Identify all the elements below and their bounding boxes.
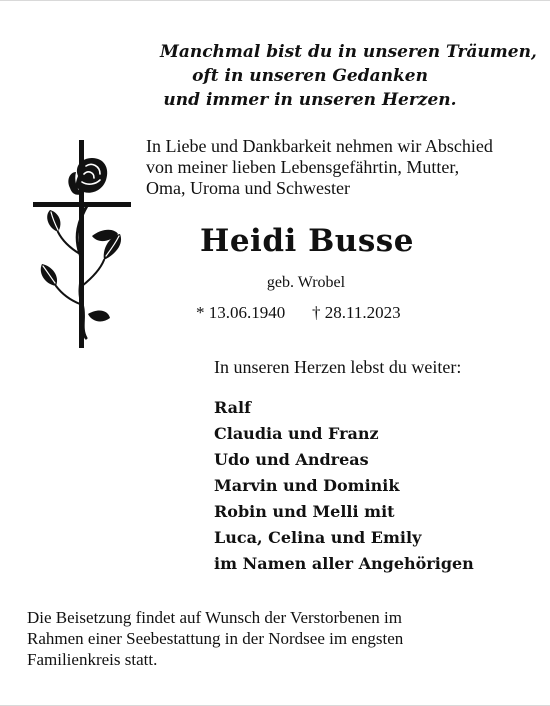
motto-verse [160,40,537,112]
motto-line: Manchmal bist du in unseren Träumen, [160,42,537,62]
mourner-entry: Luca, Celina und Emily [214,528,422,547]
mourner-entry: Robin und Melli mit [214,502,395,521]
maiden-name: geb. Wrobel [266,274,346,291]
farewell-intro [146,136,536,199]
mourner-entry: Claudia und Franz [214,424,379,443]
mourner-entry: Marvin und Dominik [214,476,400,495]
motto-line: oft in unseren Gedanken [192,66,428,86]
funeral-note [27,607,527,670]
motto-line: und immer in unseren Herzen. [163,90,457,110]
rose-head [68,158,107,195]
remembrance-line: In unseren Herzen lebst du weiter: [214,357,462,377]
cross-with-rose-icon [30,136,140,354]
mourners-list [214,395,514,577]
intro-line: von meiner lieben Lebensgefährtin, Mutter, [146,157,460,177]
birth-date: * 13.06.1940 [196,303,286,322]
cross-horizontal-beam [33,202,131,207]
funeral-note-line: Familienkreis statt. [27,650,158,669]
mourner-entry: Udo und Andreas [214,450,369,469]
intro-line: In Liebe und Dankbarkeit nehmen wir Abschied [146,136,493,156]
mourner-entry: im Namen aller Angehörigen [214,554,474,573]
deceased-name: Heidi Busse [200,223,414,259]
intro-line: Oma, Uroma und Schwester [146,178,350,198]
death-date: † 28.11.2023 [312,303,401,322]
life-dates [196,302,436,326]
funeral-note-line: Die Beisetzung findet auf Wunsch der Verstorbenen im [27,608,402,627]
funeral-note-line: Rahmen einer Seebestattung in der Nordsee im engsten [27,629,404,648]
mourner-entry: Ralf [214,398,251,417]
top-border [0,0,550,1]
